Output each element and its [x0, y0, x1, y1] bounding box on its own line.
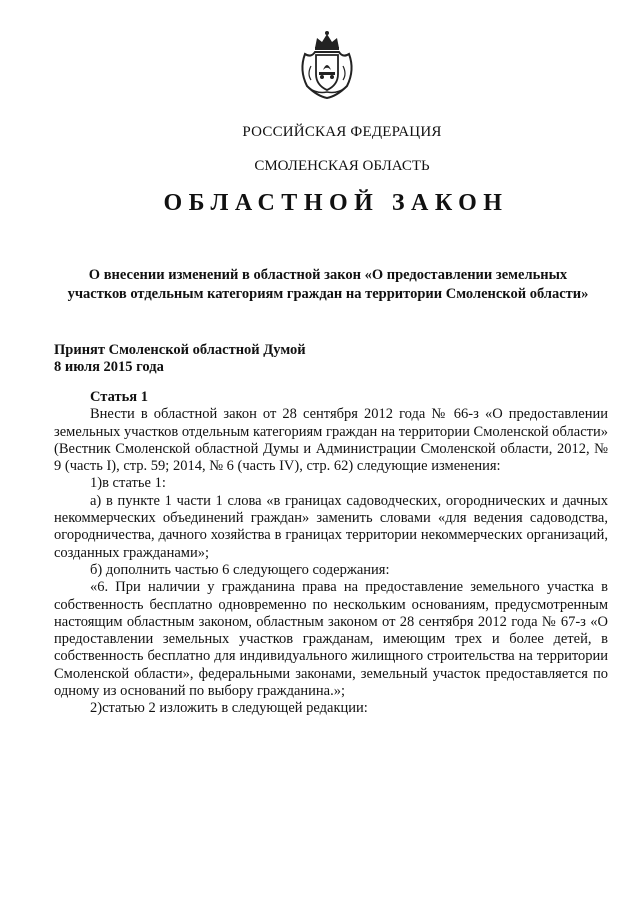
item-1b-paragraph: б) дополнить частью 6 следующего содержания: [90, 561, 390, 578]
item-2-paragraph: 2)статью 2 изложить в следующей редакции: [90, 700, 368, 717]
document-body [54, 389, 608, 718]
adoption-body: Принят Смоленской областной Думой [54, 342, 306, 358]
item-1-paragraph: 1)в статье 1: [90, 475, 166, 492]
item-1a-paragraph: а) в пункте 1 части 1 слова «в границах садоводческих, огороднических и дачных некоммерческих объединений граждан» заменить словами «для ведения садоводства, огородничества, дачного хозяйства в границах территории некоммерческих организаций, созданных гражданами»; [54, 492, 608, 561]
region-name: СМОЛЕНСКАЯ ОБЛАСТЬ [254, 158, 430, 174]
article-heading: Статья 1 [90, 389, 148, 405]
item-1b-quoted-text: «6. При наличии у гражданина права на предоставление земельного участка в собственность бесплатно одновременно по нескольким основаниям, предусмотренным настоящим областным законом, областным законом от 28 сентября 2012 года № 67-з «О предоставлении земельных участков гражданам, имеющим трех и более детей, в собственность бесплатно для индивидуального жилищного строительства на территории Смоленской области», федеральными законами, земельный участок предоставляется по одному из оснований по выбору гражданина.»; [54, 579, 608, 700]
article-intro-paragraph: Внести в областной закон от 28 сентября 2012 года № 66-з «О предоставлении земельных участков отдельным категориям граждан на территории Смоленской области» (Вестник Смоленской областной Думы и Администрации Смоленской области, 2012, № 9 (часть I), стр. 59; 2014, № 6 (часть IV), стр. 62) следующие изменения: [54, 406, 608, 475]
smolensk-coat-of-arms-icon [297, 30, 357, 100]
adoption-date: 8 июля 2015 года [54, 359, 164, 375]
country-name: РОССИЙСКАЯ ФЕДЕРАЦИЯ [242, 124, 442, 140]
law-title-line-1: О внесении изменений в областной закон «О предоставлении земельных [88, 267, 568, 283]
law-title [40, 266, 616, 304]
document-type-heading: ОБЛАСТНОЙ ЗАКОН [163, 190, 509, 216]
law-title-line-2: участков отдельным категориям граждан на территории Смоленской области» [67, 286, 589, 302]
adoption-info [54, 342, 306, 376]
